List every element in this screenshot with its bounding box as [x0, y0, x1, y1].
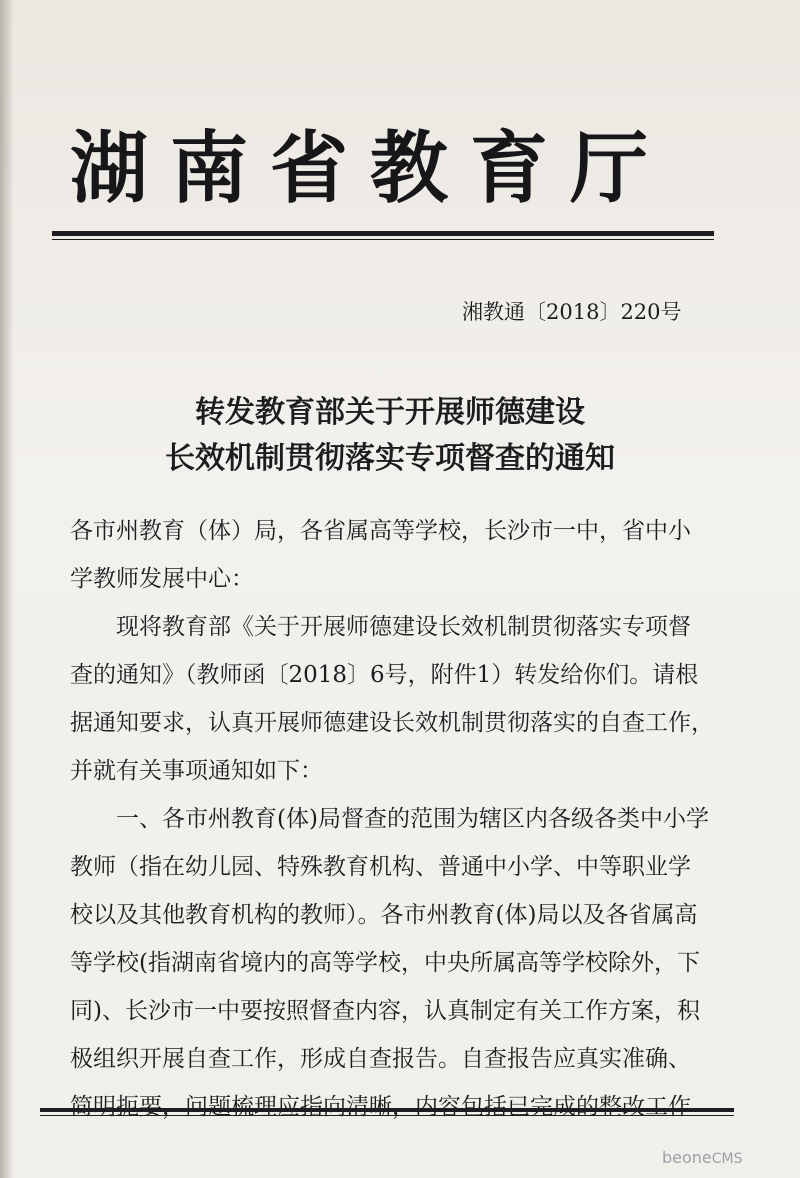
- document-title-line-1: 转发教育部关于开展师德建设: [195, 395, 585, 430]
- watermark-brand: beone: [662, 1148, 712, 1167]
- page-edge-shadow: [0, 0, 14, 1178]
- body-line: 现将教育部《关于开展师德建设长效机制贯彻落实专项督: [70, 614, 691, 640]
- issuing-organization: 湖南省教育厅: [70, 123, 671, 214]
- body-line: 教师（指在幼儿园、特殊教育机构、普通中小学、中等职业学: [70, 854, 691, 880]
- body-line: 学教师发展中心：: [70, 566, 254, 592]
- body-line: 并就有关事项通知如下：: [70, 758, 323, 784]
- body-line: 简明扼要，问题梳理应指向清晰，内容包括已完成的整改工作: [70, 1094, 691, 1120]
- body-line: 等学校(指湖南省境内的高等学校，中央所属高等学校除外，下: [70, 950, 700, 976]
- body-line: 极组织开展自查工作，形成自查报告。自查报告应真实准确、: [70, 1046, 691, 1072]
- body-line: 各市州教育（体）局，各省属高等学校，长沙市一中，省中小: [70, 518, 691, 544]
- header-rule-thick: [52, 231, 714, 236]
- footer-rule-thick: [40, 1108, 734, 1112]
- body-line: 一、各市州教育(体)局督查的范围为辖区内各级各类中小学: [70, 806, 709, 832]
- document-number: 湘教通〔2018〕220号: [462, 300, 682, 324]
- site-watermark: [662, 1148, 743, 1167]
- body-line: 据通知要求，认真开展师德建设长效机制贯彻落实的自查工作，: [70, 710, 714, 736]
- document-body: [70, 507, 714, 1131]
- watermark-suffix: CMS: [711, 1151, 743, 1167]
- body-line: 查的通知》（教师函〔2018〕6号，附件1）转发给你们。请根: [70, 662, 699, 688]
- header-rule-thin: [52, 239, 714, 240]
- document-title-line-2: 长效机制贯彻落实专项督查的通知: [165, 441, 615, 476]
- body-line: 同)、长沙市一中要按照督查内容，认真制定有关工作方案，积: [70, 998, 700, 1024]
- footer-rule-thin: [40, 1115, 734, 1116]
- body-line: 校以及其他教育机构的教师）。各市州教育(体)局以及各省属高: [70, 902, 698, 928]
